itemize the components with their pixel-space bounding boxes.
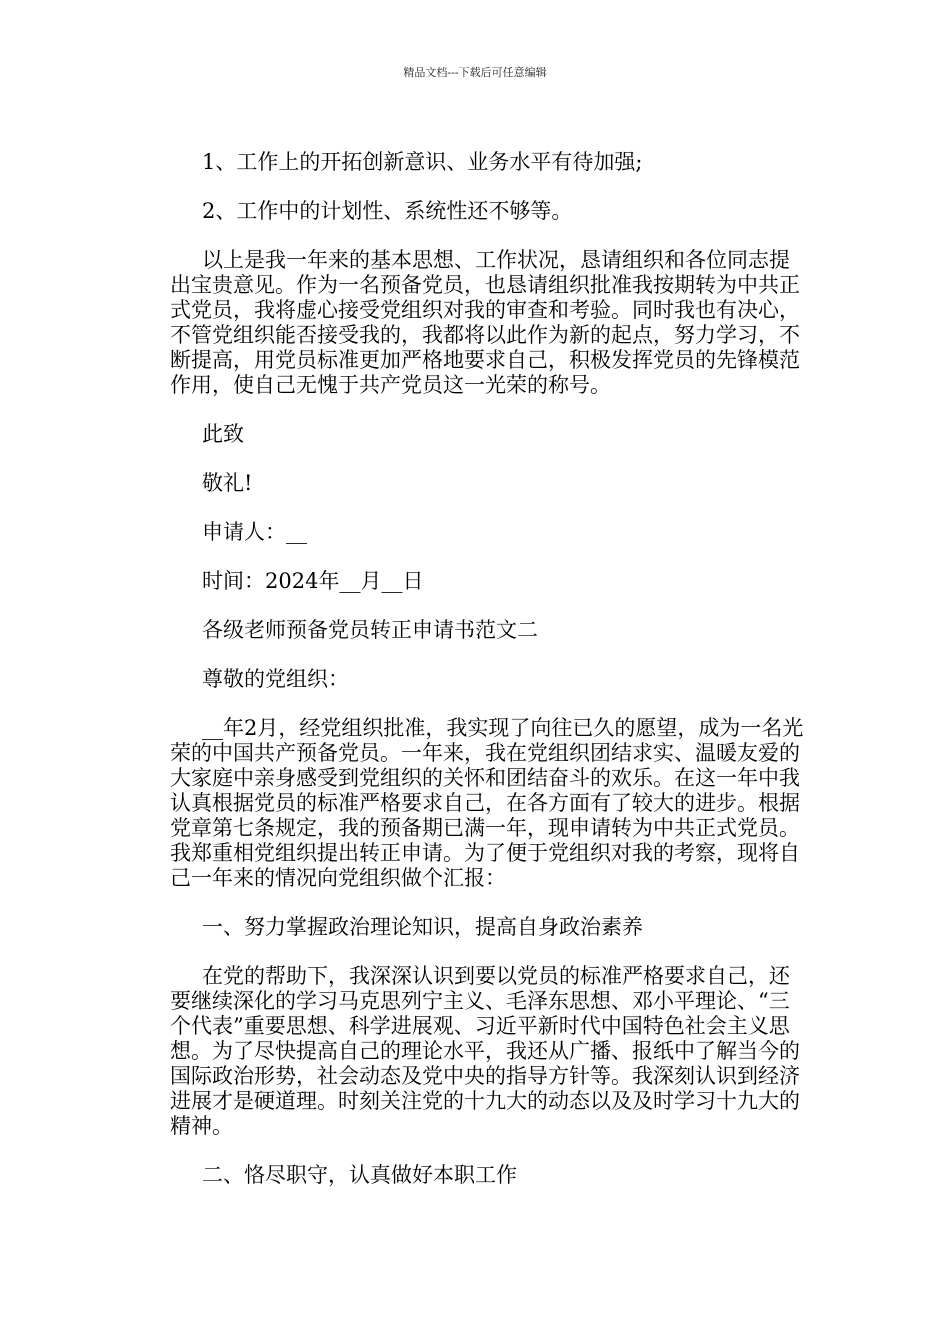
closing-salutation: 此致	[202, 422, 244, 446]
closing-respect: 敬礼!	[202, 471, 253, 495]
heading-one: 一、努力掌握政治理论知识，提高自身政治素养	[202, 915, 643, 939]
shortcoming-item-2: 2、工作中的计划性、系统性还不够等。	[202, 199, 573, 223]
applicant-line: 申请人：__	[202, 520, 307, 544]
section-title: 各级老师预备党员转正申请书范文二	[202, 618, 538, 642]
heading-two: 二、恪尽职守，认真做好本职工作	[202, 1163, 517, 1187]
page-header-watermark: 精品文档---下载后可任意编辑	[403, 66, 547, 79]
intro-paragraph: __年2月，经党组织批准，我实现了向往已久的愿望，成为一名光荣的中国共产预备党员。一年来，我在党组织团结求实、温暖友爱的大家庭中亲身感受到党组织的关怀和团结奋斗的欢乐。在这一年中我认真根据党员的标准严格要求自己，在各方面有了较大的进步。根据党章第七条规定，我的预备期已满一年，现申请转为中共正式党员。我郑重相党组织提出转正申请。为了便于党组织对我的考察，现将自己一年来的情况向党组织做个汇报：	[170, 716, 804, 890]
date-line: 时间：2024年__月__日	[202, 569, 424, 593]
summary-paragraph: 以上是我一年来的基本思想、工作状况，恳请组织和各位同志提出宝贵意见。作为一名预备党员，也恳请组织批准我按期转为中共正式党员，我将虚心接受党组织对我的审查和考验。同时我也有决心，不管党组织能否接受我的，我都将以此作为新的起点，努力学习，不断提高，用党员标准更加严格地要求自己，积极发挥党员的先锋模范作用，使自己无愧于共产党员这一光荣的称号。	[170, 248, 800, 397]
shortcoming-item-1: 1、工作上的开拓创新意识、业务水平有待加强;	[202, 150, 643, 174]
theory-paragraph: 在党的帮助下，我深深认识到要以党员的标准严格要求自己，还要继续深化的学习马克思列宁主义、毛泽东思想、邓小平理论、“三个代表”重要思想、科学进展观、习近平新时代中国特色社会主义思想。为了尽快提高自己的理论水平，我还从广播、报纸中了解当今的国际政治形势，社会动态及党中央的指导方针等。我深刻认识到经济进展才是硬道理。时刻关注党的十九大的动态以及及时学习十九大的精神。	[170, 964, 800, 1138]
greeting: 尊敬的党组织：	[202, 667, 349, 691]
document-body	[170, 150, 810, 1188]
